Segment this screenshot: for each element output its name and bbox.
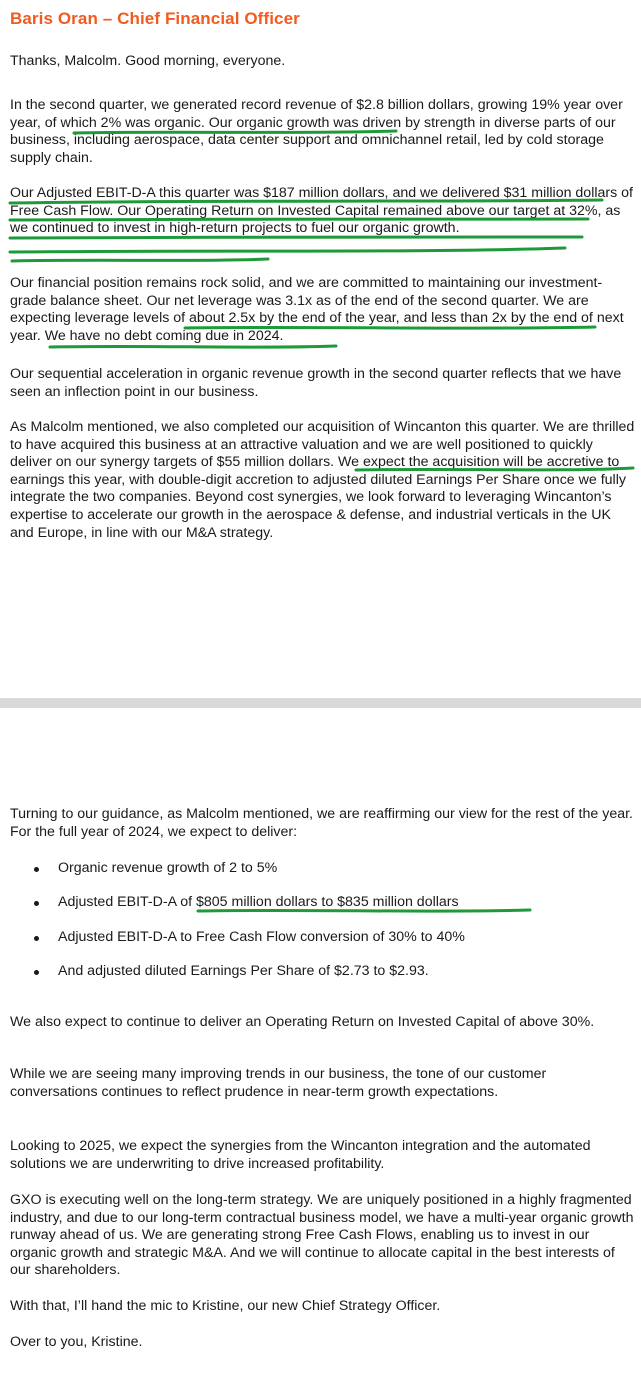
paragraph-sequential-growth: Our sequential acceleration in organic revenue growth in the second quarter reflects that we have seen an inflection point in our business. (10, 366, 622, 400)
bullet-dot-icon (34, 970, 39, 975)
paragraph-greeting: Thanks, Malcolm. Good morning, everyone. (10, 53, 286, 69)
bullet-dot-icon (34, 867, 39, 872)
list-item: Organic revenue growth of 2 to 5% (58, 860, 277, 878)
bullet-dot-icon (34, 936, 39, 941)
paragraph-trends: While we are seeing many improving trends in our business, the tone of our customer conversations continues to reflect prudence in near-term growth expectations. (10, 1066, 547, 1100)
paragraph-revenue: In the second quarter, we generated record revenue of $2.8 billion dollars, growing 19% year over year, of which 2% was organic. Our organic growth was driven by strength in diverse parts of our business, including aerospace, data center support and omnichannel retail, led by cold storage supply chain. (10, 97, 623, 166)
list-item: Adjusted EBIT-D-A to Free Cash Flow conversion of 30% to 40% (58, 929, 465, 947)
list-item: And adjusted diluted Earnings Per Share of $2.73 to $2.93. (58, 963, 429, 981)
speaker-heading: Baris Oran – Chief Financial Officer (10, 9, 300, 28)
paragraph-ebitda: Our Adjusted EBIT-D-A this quarter was $187 million dollars, and we delivered $31 million dollars of Free Cash Flow. Our Operating Return on Invested Capital remained above our target at 32%, as we continued to invest in high-return projects to fuel our organic growth. (10, 185, 633, 237)
paragraph-guidance-intro: Turning to our guidance, as Malcolm mentioned, we are reaffirming our view for the rest of the year. For the full year of 2024, we expect to deliver: (10, 806, 633, 840)
paragraph-closing: Over to you, Kristine. (10, 1334, 143, 1350)
list-item: Adjusted EBIT-D-A of $805 million dollars to $835 million dollars (58, 894, 459, 912)
paragraph-financial-position: Our financial position remains rock solid, and we are committed to maintaining our investment-grade balance sheet. Our net leverage was 3.1x as of the end of the second quarter. We are expecting leverage levels of about 2.5x by the end of the year, and less than 2x by the end of next year. We have no debt coming due in 2024. (10, 275, 624, 344)
page-separator (0, 698, 641, 708)
paragraph-handoff: With that, I’ll hand the mic to Kristine, our new Chief Strategy Officer. (10, 1298, 441, 1314)
paragraph-2025-outlook: Looking to 2025, we expect the synergies from the Wincanton integration and the automated solutions we are underwriting to drive increased profitability. (10, 1138, 591, 1172)
paragraph-strategy: GXO is executing well on the long-term strategy. We are uniquely positioned in a highly fragmented industry, and due to our long-term contractual business model, we have a multi-year organic growth runway ahead of us. We are generating strong Free Cash Flows, enabling us to invest in our organic growth and strategic M&A. And we will continue to allocate capital in the best interests of our shareholders. (10, 1192, 634, 1279)
bullet-dot-icon (34, 901, 39, 906)
paragraph-roic: We also expect to continue to deliver an Operating Return on Invested Capital of above 30%. (10, 1014, 595, 1030)
paragraph-wincanton: As Malcolm mentioned, we also completed our acquisition of Wincanton this quarter. We are thrilled to have acquired this business at an attractive valuation and we are well positioned to quickly deliver on our synergy targets of $55 million dollars. We expect the acquisition will be accretive to earnings this year, with double-digit accretion to adjusted diluted Earnings Per Share once we fully integrate the two companies. Beyond cost synergies, we look forward to leveraging Wincanton’s expertise to accelerate our growth in the aerospace & defense, and industrial verticals in the UK and Europe, in line with our M&A strategy. (10, 419, 635, 541)
transcript-page-2 (0, 708, 641, 1376)
